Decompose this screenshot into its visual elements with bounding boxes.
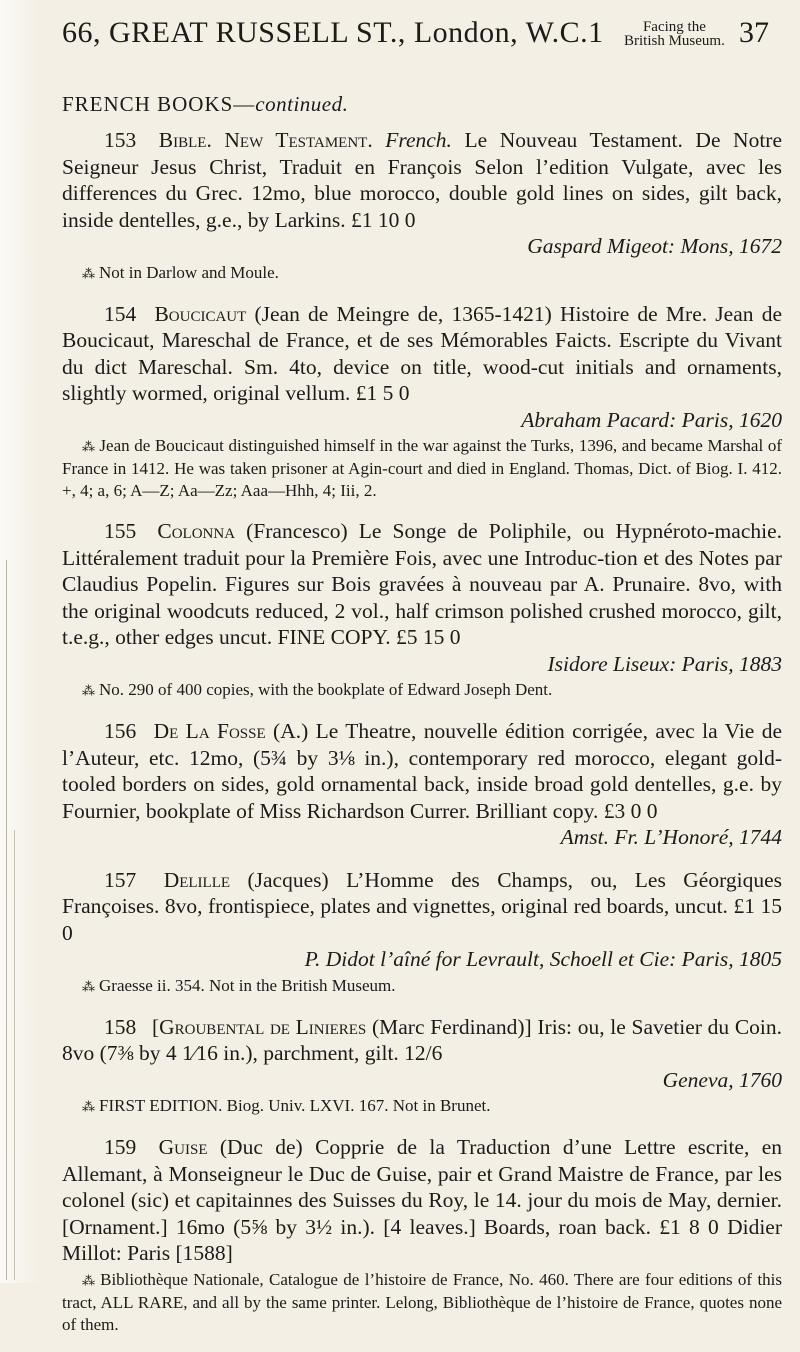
entry-note [62, 262, 782, 285]
entry-heading: Guise [158, 1135, 208, 1159]
catalogue-entry [62, 1134, 782, 1336]
entry-description: Le Nouveau Testament. De Notre Seigneur Jesus Christ, Traduit en François Selon l’edition Vulgate, avec les differences du Grec. 12mo, blue morocco, double gold lines on sides, gilt back, inside dentelles, g.e., by Larkins. £1 10 0 [62, 128, 782, 232]
entry-italic: French. [385, 128, 452, 152]
page-header [62, 16, 797, 56]
entry-text [62, 1014, 782, 1067]
entry-text [62, 301, 782, 407]
catalogue-entry [62, 127, 782, 285]
entry-number: 156 [104, 719, 137, 743]
asterism-icon: ⁂ [82, 978, 95, 994]
catalogue-entry [62, 867, 782, 998]
section-continued: continued. [255, 92, 349, 116]
entry-heading: De La Fosse [153, 719, 266, 743]
edge-rule [6, 560, 7, 1280]
entry-text [62, 127, 782, 233]
asterism-icon: ⁂ [82, 1272, 97, 1288]
asterism-icon: ⁂ [82, 265, 95, 281]
entry-text [62, 867, 782, 947]
catalogue-entry [62, 518, 782, 702]
entry-description: (A.) Le Theatre, nouvelle édition corrigée, avec la Vie de l’Auteur, etc. 12mo, (5¾ by 3⅛ in.), contemporary red morocco, elegant gold-tooled borders on sides, gold ornamental back, inside broad gold dentelles, g.e. by Fournier, bookplate of Miss Richardson Currer. Brilliant copy. £3 0 0 [62, 719, 783, 823]
entry-description: (Jean de Meingre de, 1365-1421) Histoire de Mre. Jean de Boucicaut, Mareschal de France, et de ses Mémorables Faicts. Escripte du Vivant du dict Mareschal. Sm. 4to, device on title, wood-cut initials and ornaments, slightly wormed, original vellum. £1 5 0 [62, 301, 783, 405]
entry-heading: [Groubental de Linieres [151, 1014, 367, 1039]
entry-imprint: Isidore Liseux: Paris, 1883 [547, 651, 782, 676]
entry-imprint: Geneva, 1760 [662, 1067, 782, 1092]
entries-list [62, 127, 782, 1352]
entry-note [62, 679, 782, 702]
entry-description: (Francesco) Le Songe de Poliphile, ou Hypnéroto-machie. Littéralement traduit pour la Première Fois, avec une Introduc-tion et des Notes par Claudius Popelin. Figures sur Bois gravées à nouveau par A. Prunaire. 8vo, with the original woodcuts reduced, 2 vol., half crimson polished crushed morocco, gilt, t.e.g., other edges uncut. FINE COPY. £5 15 0 [62, 519, 783, 649]
edge-rule [14, 830, 15, 1280]
catalogue-entry [62, 1014, 782, 1119]
entry-number: 153 [104, 128, 137, 152]
entry-heading: Bible. New Testament. [158, 128, 373, 152]
entry-description: (Jacques) L’Homme des Champs, ou, Les Géorgiques Françoises. 8vo, frontispiece, plates and vignettes, original red boards, uncut. £1 15 0 [62, 867, 782, 945]
asterism-icon: ⁂ [82, 683, 95, 698]
entry-note-text: Bibliothèque Nationale, Catalogue de l’histoire de France, No. 460. There are four editions of this tract, ALL RARE, and all by the same printer. Lelong, Bibliothèque de l’histoire de France, quotes none of them. [62, 1269, 783, 1334]
entry-note [62, 435, 782, 502]
entry-imprint: Amst. Fr. L’Honoré, 1744 [560, 825, 782, 849]
entry-note-text: No. 290 of 400 copies, with the bookplate of Edward Joseph Dent. [99, 680, 553, 699]
entry-note-text: Not in Darlow and Moule. [99, 262, 279, 282]
entry-description: (Marc Ferdinand)] Iris: ou, le Savetier du Coin. 8vo (7⅜ by 4 1⁄16 in.), parchment, gilt. 12/6 [62, 1014, 783, 1065]
entry-number: 154 [104, 301, 137, 326]
entry-imprint: Abraham Pacard: Paris, 1620 [521, 407, 782, 432]
entry-heading: Delille [163, 867, 231, 892]
facing-line-2: British Museum. [624, 33, 725, 49]
entry-text [62, 718, 782, 824]
entry-note [62, 1095, 782, 1118]
section-heading [62, 92, 348, 117]
page-number: 37 [739, 16, 769, 49]
page-edge [0, 0, 40, 1283]
entry-note-text: Graesse ii. 354. Not in the British Museum. [99, 975, 396, 995]
entry-number: 155 [104, 519, 137, 543]
entry-note-text: Jean de Boucicaut distinguished himself in the war against the Turks, 1396, and became Marshal of France in 1412. He was taken prisoner at Agin-court and died in England. Thomas, Dict. of Biog. I. 412. +, 4; a, 6; A—Z; Aa—Zz; Aaa—Hhh, 4; Iii, 2. [62, 436, 782, 500]
entry-note-text: FIRST EDITION. Biog. Univ. LXVI. 167. Not in Brunet. [99, 1096, 491, 1115]
entry-text [62, 1134, 782, 1267]
section-prefix: FRENCH BOOKS— [62, 92, 256, 116]
entry-heading: Colonna [157, 519, 236, 543]
facing-note [624, 20, 725, 48]
catalogue-entry [62, 718, 782, 851]
entry-imprint: P. Didot l’aîné for Levrault, Schoell et Cie: Paris, 1805 [304, 947, 782, 971]
entry-text [62, 518, 782, 651]
entry-imprint: Gaspard Migeot: Mons, 1672 [527, 234, 782, 258]
running-head: 66, GREAT RUSSELL ST., London, W.C.1 [62, 16, 604, 49]
asterism-icon: ⁂ [82, 1099, 95, 1114]
facing-line-1: Facing the [642, 19, 706, 35]
asterism-icon: ⁂ [82, 439, 96, 454]
entry-number: 157 [104, 867, 137, 892]
entry-number: 158 [104, 1014, 137, 1039]
catalogue-entry [62, 301, 782, 503]
entry-heading: Boucicaut [154, 301, 247, 326]
entry-note [62, 975, 782, 998]
entry-note [62, 1269, 782, 1336]
entry-number: 159 [104, 1135, 137, 1159]
entry-description: (Duc de) Copprie de la Traduction d’une Lettre escrite, en Allemant, à Monseigneur le Duc de Guise, pair et Grand Maistre de France, par les colonel (sic) et capitainnes des Suisses du Roy, le 14. jour du mois de May, dernier. [Ornament.] 16mo (5⅝ by 3½ in.). [4 leaves.] Boards, roan back. £1 8 0 Didier Millot: Paris [1588] [62, 1135, 783, 1265]
